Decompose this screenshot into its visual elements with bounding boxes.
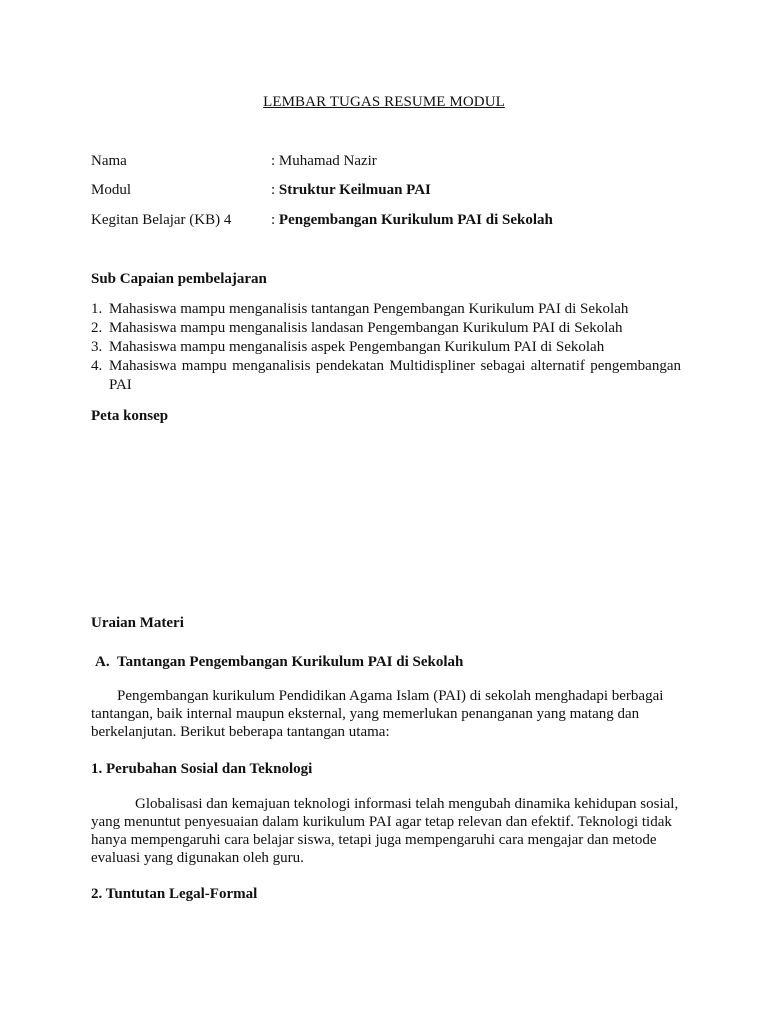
modul-value: Struktur Keilmuan PAI [278, 182, 431, 198]
list-item-number: 1. [91, 301, 103, 317]
kb-prefix: : [271, 212, 279, 228]
list-item-number: 4. [91, 358, 103, 374]
uraian-materi-heading: Uraian Materi [91, 615, 184, 631]
sub2-heading: 2. Tuntutan Legal-Formal [91, 886, 258, 902]
list-item [91, 338, 681, 357]
info-row-nama [91, 151, 691, 171]
kb-value-wrap [271, 210, 553, 230]
peta-konsep-heading: Peta konsep [91, 408, 169, 424]
sub-capaian-heading: Sub Capaian pembelajaran [91, 271, 267, 287]
intro-paragraph: Pengembangan kurikulum Pendidikan Agama Islam (PAI) di sekolah menghadapi berbagai tantangan, baik internal maupun eksternal, yang memerlukan penanganan yang matang dan berkelanjutan. Berikut beberapa tantangan utama: [91, 688, 664, 740]
sub1-heading: 1. Perubahan Sosial dan Teknologi [91, 761, 313, 777]
list-item-text: Mahasiswa mampu menganalisis aspek Pengembangan Kurikulum PAI di Sekolah [109, 339, 605, 355]
list-item-text: Mahasiswa mampu menganalisis landasan Pengembangan Kurikulum PAI di Sekolah [109, 320, 623, 336]
kb-label: Kegitan Belajar (KB) 4 [91, 212, 232, 228]
list-item-text: Mahasiswa mampu menganalisis pendekatan Multidispliner sebagai alternatif pengembangan PAI [109, 358, 681, 393]
info-row-kb [91, 210, 691, 230]
section-a-title: Tantangan Pengembangan Kurikulum PAI di Sekolah [117, 654, 464, 670]
document-title: LEMBAR TUGAS RESUME MODUL [263, 94, 505, 110]
modul-label: Modul [91, 182, 132, 198]
list-item [91, 319, 681, 338]
modul-prefix: : [271, 182, 279, 198]
kb-value: Pengembangan Kurikulum PAI di Sekolah [278, 212, 553, 228]
list-item-text: Mahasiswa mampu menganalisis tantangan Pengembangan Kurikulum PAI di Sekolah [109, 301, 629, 317]
nama-label: Nama [91, 153, 127, 169]
list-item-number: 2. [91, 320, 103, 336]
info-row-modul [91, 180, 691, 200]
sub-capaian-list [91, 300, 681, 395]
list-item [91, 300, 681, 319]
section-a-letter: A. [95, 654, 110, 670]
list-item-number: 3. [91, 339, 103, 355]
list-item [91, 357, 681, 395]
sub1-paragraph: Globalisasi dan kemajuan teknologi informasi telah mengubah dinamika kehidupan sosial, yang menuntut penyesuaian dalam kurikulum PAI agar tetap relevan dan efektif. Teknologi tidak hanya mempengaruhi cara belajar siswa, tetapi juga mempengaruhi cara mengajar dan metode evaluasi yang digunakan oleh guru. [91, 796, 679, 866]
modul-value-wrap [271, 180, 431, 200]
section-a-heading [95, 652, 463, 672]
nama-value: : Muhamad Nazir [271, 153, 377, 169]
